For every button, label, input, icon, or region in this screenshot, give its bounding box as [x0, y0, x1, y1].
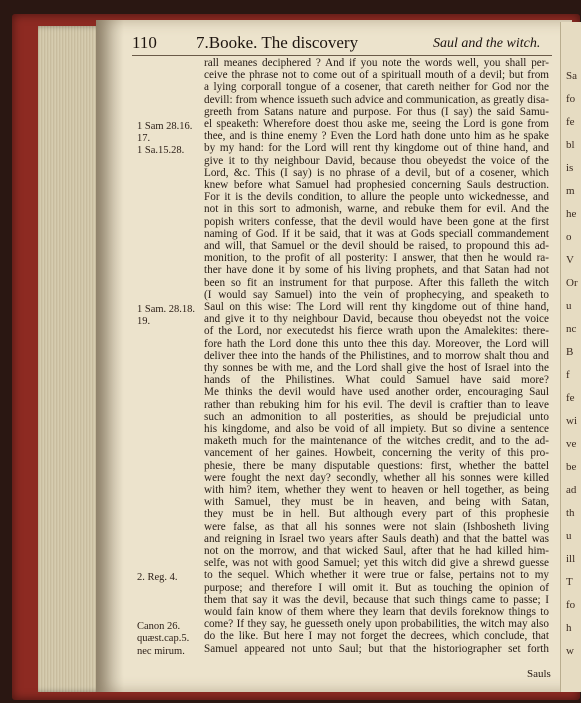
margin-note: 19.	[137, 316, 151, 328]
text-line: were false, as that all his sonnes were not slain (Ishbosheth living	[204, 520, 549, 533]
text-line: do the like. But here I may not forget the decrees, which conclude, that	[204, 630, 549, 643]
next-page-fragment: B	[566, 346, 574, 358]
next-page-fragment: m	[566, 185, 575, 197]
next-page-fragment: fo	[566, 93, 576, 105]
next-page-fragment: fe	[566, 392, 575, 404]
next-page-fragment: he	[566, 208, 577, 220]
text-line: with Samuel, they must be in heaven, and being with Satan,	[204, 496, 549, 509]
text-line: and will, that Samuel or the devil should be raised, to propound this ad-	[204, 240, 549, 252]
next-page-fragment: u	[566, 530, 572, 542]
text-line: not on the morrow, and that wicked Saul, after that he had killed him-	[204, 545, 549, 557]
next-page-fragment: ill	[566, 553, 576, 565]
text-line: For it is the devils condition, to allure the people unto wickednesse, and	[204, 191, 549, 204]
text-line: come? If they say, he guesseth onely upon probabilities, the witch may also	[204, 618, 549, 631]
text-line: naming of God. If it be said, that it was at Gods speciall commandement	[204, 227, 549, 240]
text-line: not in this sort to admonish, warne, and rebuke them for evil. And the	[204, 203, 549, 216]
next-page-fragment: bl	[566, 139, 575, 151]
next-page-fragment: fe	[566, 116, 575, 128]
text-line: his kingdome, and also be void of all impiety. But so divine a sentence	[204, 423, 549, 435]
text-line: they must be in hell. But although every part of this prophesie	[204, 508, 549, 521]
next-page-fragment: h	[566, 622, 572, 634]
text-line: give it to thy neighbour David, because thou obeyedst the voice of the	[204, 154, 549, 167]
text-line: purpose; and therefore I will omit it. But as touching the opinion of	[204, 581, 549, 594]
margin-note: 17.	[137, 133, 151, 145]
text-line: thee, and is thine enemy ? Even the Lord hath done unto him as he spake	[204, 130, 549, 143]
text-line: by my hand: for the Lord will rent thy kingdome out of thine hand, and	[204, 142, 549, 155]
text-line: selfe, was not with good Samuel; yet this witch did give a shrewd guesse	[204, 557, 549, 570]
text-line: devill: from whence issueth such advice and communication, as greatly disa-	[204, 93, 549, 106]
text-line: such an admonition to all posterities, as should be prejudicial unto	[204, 410, 549, 423]
text-line: and reigning in Israel two years after Sauls death) and that the battel was	[204, 532, 549, 545]
next-page-fragment: o	[566, 231, 572, 243]
margin-note: Canon 26.	[137, 621, 181, 633]
text-line: them that say it was the devil, because that such things came to passe; I	[204, 593, 549, 606]
margin-note: 2. Reg. 4.	[137, 572, 178, 584]
next-page-fragment: w	[566, 645, 574, 657]
text-line: fore hath the Lord done this unto thee this day. Moreover, the Lord will	[204, 337, 549, 350]
next-page-fragment: is	[566, 162, 574, 174]
next-page-fragment: u	[566, 300, 572, 312]
text-line: Saul on this wise: The Lord will rent thy kingdome out of thine hand,	[204, 301, 549, 313]
text-line: deliver thee into the hands of the Philistines, and to morrow shalt thou and	[204, 349, 549, 362]
text-line: ther have done it by some of his living prophets, and that Satan had not	[204, 264, 549, 277]
next-page-fragment: T	[566, 576, 573, 588]
text-line: vancement of her gaines. Howbeit, concerning the verity of this pro-	[204, 447, 549, 460]
catchword: Sauls	[527, 668, 551, 680]
text-line: knew before what Samuel had prophesied concerning Sauls destruction.	[204, 179, 549, 191]
text-line: Samuel appeared not unto Saul; but that the historiographer set forth	[204, 642, 549, 655]
margin-note: quæst.cap.5.	[137, 633, 190, 645]
text-line: (I would say Samuel) into the vein of prophecying, and speaketh to	[204, 288, 549, 301]
text-line: phesie, there be many disputable questions: first, whether the battel	[204, 459, 549, 472]
text-line: were fought the next day? secondly, whether all his sonnes were killed	[204, 471, 549, 484]
text-line: been so fit an instrument for that purpose. After this falleth the witch	[204, 276, 549, 289]
page-number: 110	[132, 33, 157, 52]
margin-note: nec mirum.	[137, 645, 185, 657]
text-line: el speaketh: Wherefore doest thou aske me, seeing the Lord is gone from	[204, 118, 549, 130]
text-line: monition, to the profit of all posterity: I answer, that then he would ra-	[204, 252, 549, 265]
text-line: thy sonnes be with me, and the Lord shall give the host of Israel into the	[204, 362, 549, 374]
next-page-fragment: Or	[566, 277, 578, 289]
next-page-fragment: ad	[566, 484, 577, 496]
text-line: hands of the Philistines. What could Samuel have said more?	[204, 374, 549, 387]
text-line: greeth from Satans nature and purpose. For thus (I say) the said Samu-	[204, 105, 549, 118]
next-page-fragment: be	[566, 461, 577, 473]
next-page-fragment: th	[566, 507, 575, 519]
text-line: rather than rebuking him for his evil. The devil is craftier than to leave	[204, 398, 549, 411]
book-title: 7.Booke. The discovery	[196, 33, 359, 52]
text-line: a lying corporall tongue of a cosener, that careth neither for God nor the	[204, 81, 549, 94]
running-title: Saul and the witch.	[433, 36, 541, 51]
next-page-fragment: Sa	[566, 70, 577, 82]
text-line: ceive the phrase not to come out of a spirituall mouth of a devil; but from	[204, 69, 549, 82]
next-page-fragment: ve	[566, 438, 577, 450]
margin-note: 1 Sa.15.28.	[137, 145, 185, 157]
next-page-fragment: V	[566, 254, 574, 266]
text-line: Lord, &c. This (I say) is no phrase of a devil, but of a cosener, which	[204, 166, 549, 179]
text-line: and give it to thy neighbour David, because thou obeyedst not the voice	[204, 313, 549, 326]
margin-note: 1 Sam. 28.18.	[137, 304, 196, 315]
next-page-fragment: f	[566, 369, 570, 381]
text-line: rall meanes deciphered ? And if you note the words well, you shall per-	[204, 57, 549, 69]
text-line: of the Lord, nor executedst his fierce wrath upon the Amalekites: there-	[204, 325, 549, 338]
text-line: popish writers confesse, that the devil would have been gone at the first	[204, 215, 549, 228]
next-page-fragment: wi	[566, 415, 577, 427]
page-header	[0, 33, 576, 53]
margin-note: 1 Sam 28.16.	[137, 121, 193, 132]
text-line: with him? item, whether they went to heaven or hell together, as being	[204, 484, 549, 496]
text-line: Me thinks the devil would have used another order, encouraging Saul	[204, 386, 549, 399]
gutter-shadow	[96, 20, 124, 692]
text-line: would fain know of them where they learn that devils foreknow things to	[204, 606, 549, 618]
text-line: to the sequel. Which whether it were true or false, pertains not to my	[204, 569, 549, 582]
text-line: maketh much for the maintenance of the witches credit, and to the ad-	[204, 435, 549, 448]
next-page-fragment: fo	[566, 599, 576, 611]
next-page-fragment: nc	[566, 323, 577, 335]
